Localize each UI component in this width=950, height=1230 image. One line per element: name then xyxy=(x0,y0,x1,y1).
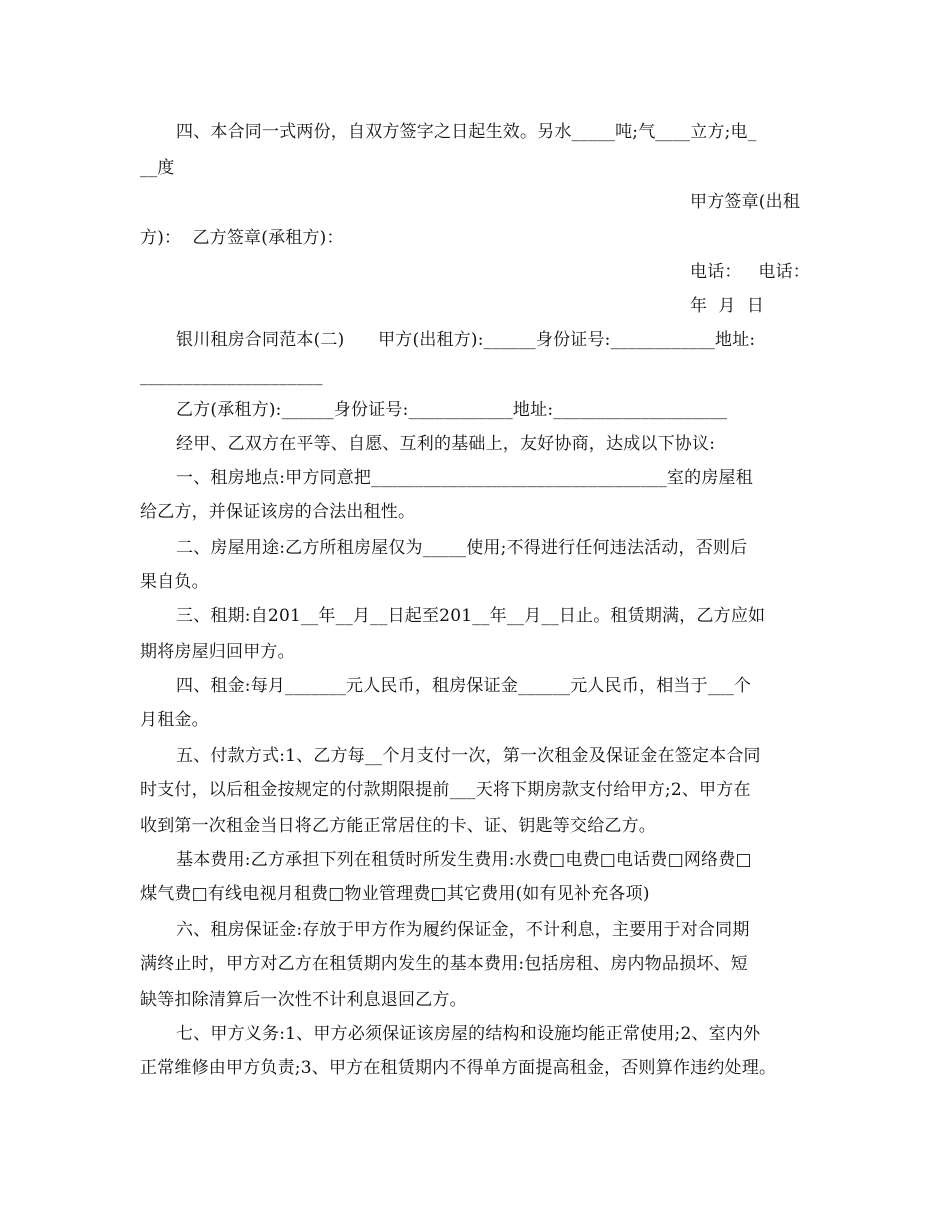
clause-5-line-2: 时支付，以后租金按规定的付款期限提前___天将下期房款支付给甲方;2、甲方在 xyxy=(140,780,751,800)
clause-4-rent-line-1: 四、租金:每月_______元人民币，租房保证金______元人民币，相当于___个 xyxy=(176,676,752,696)
clause-6-line-1: 六、租房保证金:存放于甲方作为履约保证金，不计利息，主要用于对合同期 xyxy=(176,920,750,940)
clause-5-line-3: 收到第一次租金当日将乙方能正常居住的卡、证、钥匙等交给乙方。 xyxy=(140,816,656,836)
agreement-intro: 经甲、乙双方在平等、自愿、互利的基础上，友好协商，达成以下协议: xyxy=(176,434,716,454)
clause-1-line-2: 给乙方，并保证该房的合法出租性。 xyxy=(140,502,416,522)
clause-2-line-1: 二、房屋用途:乙方所租房屋仅为_____使用;不得进行任何违法活动，否则后 xyxy=(176,538,748,558)
basic-fees-line-2: 煤气费□有线电视月租费□物业管理费□其它费用(如有见补充各项) xyxy=(140,884,650,904)
clause-4-rent-line-2: 月租金。 xyxy=(140,710,209,730)
party-b-signature-label: 方)： 乙方签章(承租方)： xyxy=(140,228,344,248)
clause-1-line-1: 一、租房地点:甲方同意把__________________________________室的房屋租 xyxy=(176,468,753,488)
clause-3-line-1: 三、租期:自201__年__月__日起至201__年__月__日止。租赁期满，乙方应如 xyxy=(176,606,766,626)
clause-5-line-1: 五、付款方式:1、乙方每__个月支付一次，第一次租金及保证金在签定本合同 xyxy=(176,746,761,766)
clause-2-line-2: 果自负。 xyxy=(140,572,209,592)
contract-title-line: 银川租房合同范本(二) 甲方(出租方):______身份证号:____________地址: xyxy=(176,330,756,350)
basic-fees-line-1: 基本费用:乙方承担下列在租赁时所发生费用:水费□电费□电话费□网络费□ xyxy=(176,850,752,870)
date-label: 年 月 日 xyxy=(690,296,765,316)
clause-3-line-2: 期将房屋归回甲方。 xyxy=(140,642,295,662)
clause-4-effect-line-2: __度 xyxy=(140,158,175,178)
party-b-info-line: 乙方(承租方):______身份证号:____________地址:____________________ xyxy=(176,400,728,420)
clause-6-line-2: 满终止时，甲方对乙方在租赁期内发生的基本费用:包括房租、房内物品损坏、短 xyxy=(140,954,748,974)
clause-7-line-2: 正常维修由甲方负责;3、甲方在租赁期内不得单方面提高租金，否则算作违约处理。 xyxy=(140,1058,777,1078)
clause-4-effect-line-1: 四、本合同一式两份，自双方签字之日起生效。另水_____吨;气____立方;电_ xyxy=(176,122,757,142)
clause-6-line-3: 缺等扣除清算后一次性不计利息退回乙方。 xyxy=(140,990,467,1010)
clause-7-line-1: 七、甲方义务:1、甲方必须保证该房屋的结构和设施均能正常使用;2、室内外 xyxy=(176,1024,761,1044)
phone-labels: 电话： 电话： xyxy=(690,262,811,282)
party-a-signature-label: 甲方签章(出租 xyxy=(690,192,801,212)
address-blank-line: _____________________ xyxy=(140,366,323,386)
